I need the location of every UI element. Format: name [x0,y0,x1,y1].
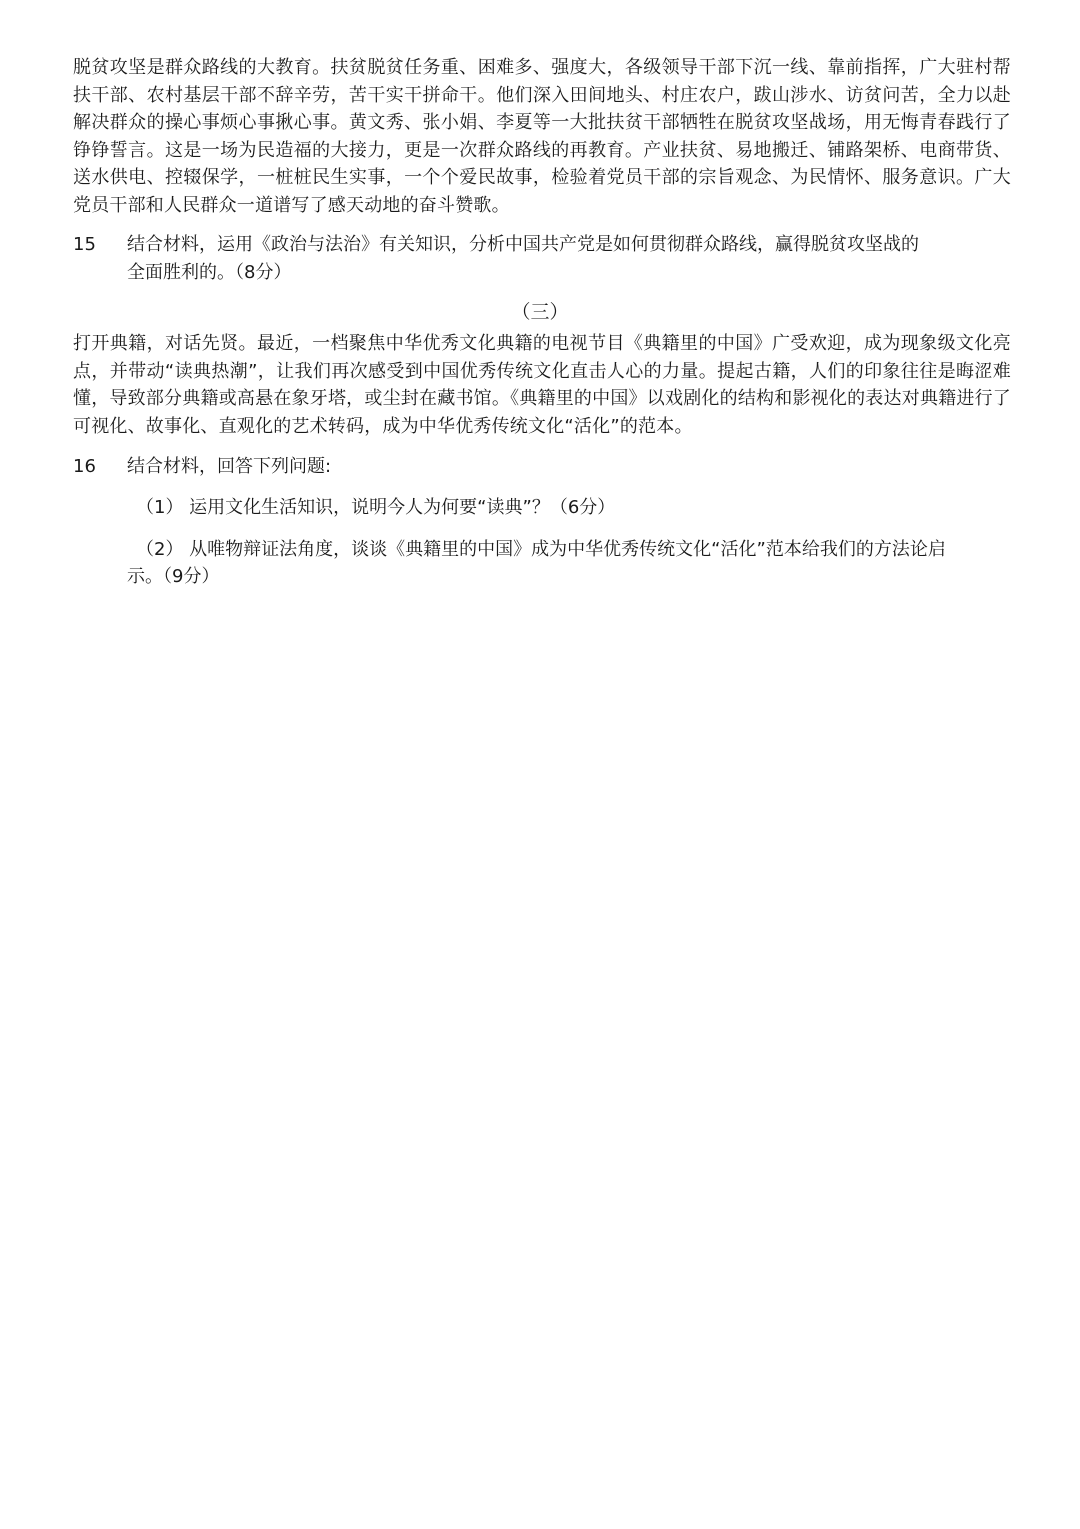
question-16-sub-2-line-1: （2） 从唯物辩证法角度，谈谈《典籍里的中国》成为中华优秀传统文化“活化”范本给我们的方法论启 [136,539,946,560]
question-15-line-1: 结合材料，运用《政治与法治》有关知识，分析中国共产党是如何贯彻群众路线，赢得脱贫攻坚战的 [127,234,919,255]
material-paragraph-2: 脱贫攻坚是群众路线的大教育。扶贫脱贫任务重、困难多、强度大，各级领导干部下沉一线、靠前指挥，广大驻村帮扶干部、农村基层干部不辞辛劳，苦干实干拼命干。他们深入田间地头、村庄农户，跋山涉水、访贫问苦，全力以赴解决群众的操心事烦心事揪心事。黄文秀、张小娟、李夏等一大批扶贫干部牺牲在脱贫攻坚战场，用无悔青春践行了铮铮誓言。这是一场为民造福的大接力，更是一次群众路线的再教育。产业扶贫、易地搬迁、铺路架桥、电商带货、送水供电、控辍保学，一桩桩民生实事，一个个爱民故事，检验着党员干部的宗旨观念、为民情怀、服务意识。广大党员干部和人民群众一道谱写了感天动地的奋斗赞歌。 [73,57,1011,216]
question-16-sub-2-line-2: 示。（9分） [127,566,220,587]
question-15-line-2: 全面胜利的。（8分） [127,262,292,283]
material-paragraph-3: 打开典籍，对话先贤。最近，一档聚焦中华优秀文化典籍的电视节目《典籍里的中国》广受欢迎，成为现象级文化亮点，并带动“读典热潮”，让我们再次感受到中国优秀传统文化直击人心的力量。提起古籍，人们的印象往往是晦涩难懂，导致部分典籍或高悬在象牙塔，或尘封在藏书馆。《典籍里的中国》以戏剧化的结构和影视化的表达对典籍进行了可视化、故事化、直观化的艺术转码，成为中华优秀传统文化“活化”的范本。 [73,333,1011,437]
question-15-number: 15 [73,234,96,255]
question-16-stem: 结合材料，回答下列问题: [127,456,332,477]
question-16-number: 16 [73,456,96,477]
section-3-title: （三） [511,301,569,323]
question-16-sub-1: （1） 运用文化生活知识，说明今人为何要“读典”？（6分） [136,497,616,518]
